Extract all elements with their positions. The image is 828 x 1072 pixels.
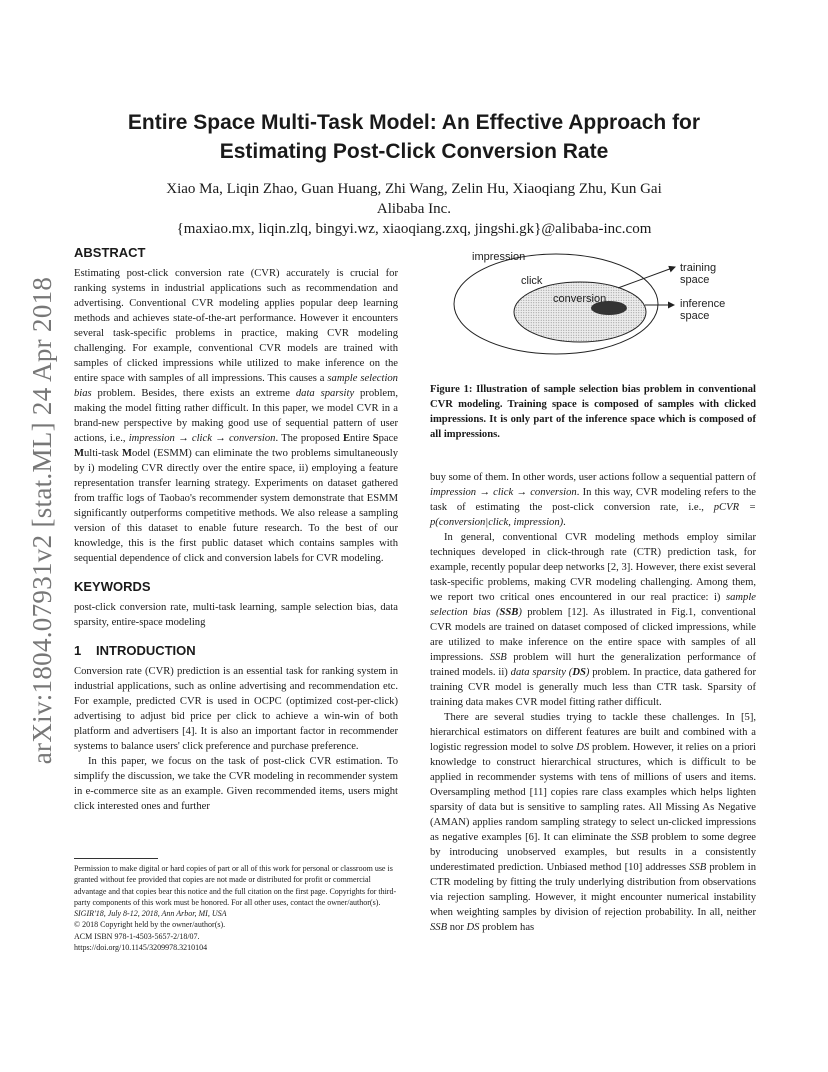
training-label-1: training (680, 262, 717, 274)
right-paragraph-3: There are several studies trying to tackle these challenges. In [5], hierarchical estimators on different features are built and combined with a logistic regression model to solve DS problem. However, it relies on a priori knowledge to construct hierarchical structures, which is difficult to be applied in recommender systems with tens of millions of users and items. Oversampling method [11] copies rare class examples which helps lighten sparsity of data but is sensitive to sampling rates. All Missing As Negative (AMAN) applies random sampling strategy to select un-clicked impressions as negative examples [6]. It can eliminate the SSB problem to some degree by introducing unobserved examples, but results in a consistently underestimated prediction. Unbiased method [10] addresses SSB problem in CTR modeling by fitting the truly underlying distribution from observations via rejection sampling. However, it might encounter numerical instability when weighting samples by division of rejection probability. In all, neither SSB nor DS problem has (430, 712, 756, 933)
sample-space-diagram (440, 244, 760, 374)
arxiv-stamp (24, 276, 62, 764)
author-list: Xiao Ma, Liqin Zhao, Guan Huang, Zhi Wang, Zelin Hu, Xiaoqiang Zhu, Kun Gai (166, 181, 662, 197)
introduction-heading (74, 642, 398, 660)
right-paragraph-2: In general, conventional CVR modeling methods employ similar techniques developed in click-through rate (CTR) prediction task, for example, recently popular deep networks [2, 3]. However, there exist several task-specific problems, making CVR modeling challenging. Among them, we report two critical ones encountered in our real practice: i) sample selection bias (SSB) problem [12]. As illustrated in Fig.1, conventional CVR models are trained on dataset composed of clicked impressions, while are utilized to make inference on the entire space with samples of all impressions. SSB problem will hurt the generalization performance of trained models. ii) data sparsity (DS) problem. In practice, data gathered for training CVR model is generally much less than CTR task. Sparsity of training data makes CVR model fitting rather difficult. (430, 532, 756, 708)
section-number: 1 (74, 643, 82, 658)
abstract-text: Estimating post-click conversion rate (CVR) accurately is crucial for ranking systems in industrial applications such as recommendation and advertising. Conventional CVR modeling applies popular deep learning methods and achieves state-of-the-art performance. However it encounters several task-specific problems in practice, making CVR modeling challenging. For example, conventional CVR models are trained with samples of clicked impressions while utilized to make inference on the entire space with samples of all impressions. This causes a sample selection bias problem. Besides, there exists an extreme data sparsity problem, making the model fitting rather difficult. In this paper, we model CVR in a brand-new perspective by making good use of sequential pattern of user actions, i.e., impression → click → conversion. The proposed Entire Space Multi-task Model (ESMM) can eliminate the two problems simultaneously by i) modeling CVR directly over the entire space, ii) employing a feature representation transfer learning strategy. Experiments on dataset gathered from traffic logs of Taobao's recommender system demonstrate that ESMM significantly outperforms competitive methods. We also release a sampling version of this dataset to enable future research. To the best of our knowledge, this is the first public dataset which contains samples with sequential dependence of click and conversion labels for CVR modeling. (74, 268, 399, 564)
conference-info: SIGIR'18, July 8-12, 2018, Ann Arbor, MI, USA (74, 909, 227, 919)
figure-1 (440, 244, 760, 374)
figure-1-caption: Figure 1: Illustration of sample selection bias problem in conventional CVR modeling. Training space is composed of samples with clicked impressions. It is only part of the inference space which is composed of all impressions. (430, 384, 756, 440)
impression-label: impression (472, 251, 526, 263)
keywords-heading: KEYWORDS (74, 579, 151, 594)
right-paragraph-1: buy some of them. In other words, user actions follow a sequential pattern of impression → click → conversion. In this way, CVR modeling refers to the task of estimating the post-click conversion rate, i.e., pCVR = p(conversion|click, impression). (430, 472, 756, 528)
paper-title (74, 108, 754, 166)
inference-label-1: inference (680, 298, 726, 310)
affiliation: Alibaba Inc. (376, 201, 452, 217)
doi-link: https://doi.org/10.1145/3209978.3210104 (74, 943, 208, 953)
left-column (74, 244, 398, 814)
copyright-footnote (74, 863, 398, 953)
inference-label-2: space (680, 310, 710, 322)
author-emails: {maxiao.mx, liqin.zlq, bingyi.wz, xiaoqiang.zxq, jingshi.gk}@alibaba-inc.com (176, 221, 652, 237)
title-block (74, 108, 754, 239)
right-column (430, 470, 756, 935)
title-line-1: Entire Space Multi-Task Model: An Effective Approach for (127, 111, 701, 134)
training-label-2: space (680, 274, 710, 286)
footnote-rule (74, 858, 158, 859)
arxiv-id-text: arXiv:1804.07931v2 [stat.ML] 24 Apr 2018 (27, 276, 58, 764)
section-title: INTRODUCTION (96, 643, 196, 658)
keywords-text: post-click conversion rate, multi-task learning, sample selection bias, data sparsity, entire-space modeling (74, 602, 398, 628)
intro-paragraph-1: Conversion rate (CVR) prediction is an essential task for ranking system in industrial applications, such as online advertising and recommendation etc. For example, predicted CVR is used in OCPC (optimized cost-per-click) advertising to adjust bid price per click to achieve a win-win of both platform and advertisers [4]. It is also an important factor in recommender systems to balance users' click preference and purchase preference. (74, 666, 398, 752)
click-ellipse (514, 282, 646, 342)
author-block (74, 179, 754, 239)
abstract-heading: ABSTRACT (74, 245, 146, 260)
permission-notice: Permission to make digital or hard copies of part or all of this work for personal or classroom use is granted without fee provided that copies are not made or distributed for profit or commercial advantage and that copies bear this notice and the full citation on the first page. Copyrights for third-party components of this work must be honored. For all other uses, contact the owner/author(s). (74, 864, 397, 907)
click-label: click (521, 275, 543, 287)
title-line-2: Estimating Post-Click Conversion Rate (219, 140, 609, 163)
intro-paragraph-2: In this paper, we focus on the task of post-click CVR estimation. To simplify the discussion, we take the CVR modeling in recommender system in e-commerce site as an example. Given recommended items, users might click interested ones and further (74, 756, 398, 812)
copyright-line: © 2018 Copyright held by the owner/author(s). (74, 920, 226, 930)
isbn-line: ACM ISBN 978-1-4503-5657-2/18/07. (74, 931, 200, 941)
conversion-label: conversion (553, 293, 607, 305)
